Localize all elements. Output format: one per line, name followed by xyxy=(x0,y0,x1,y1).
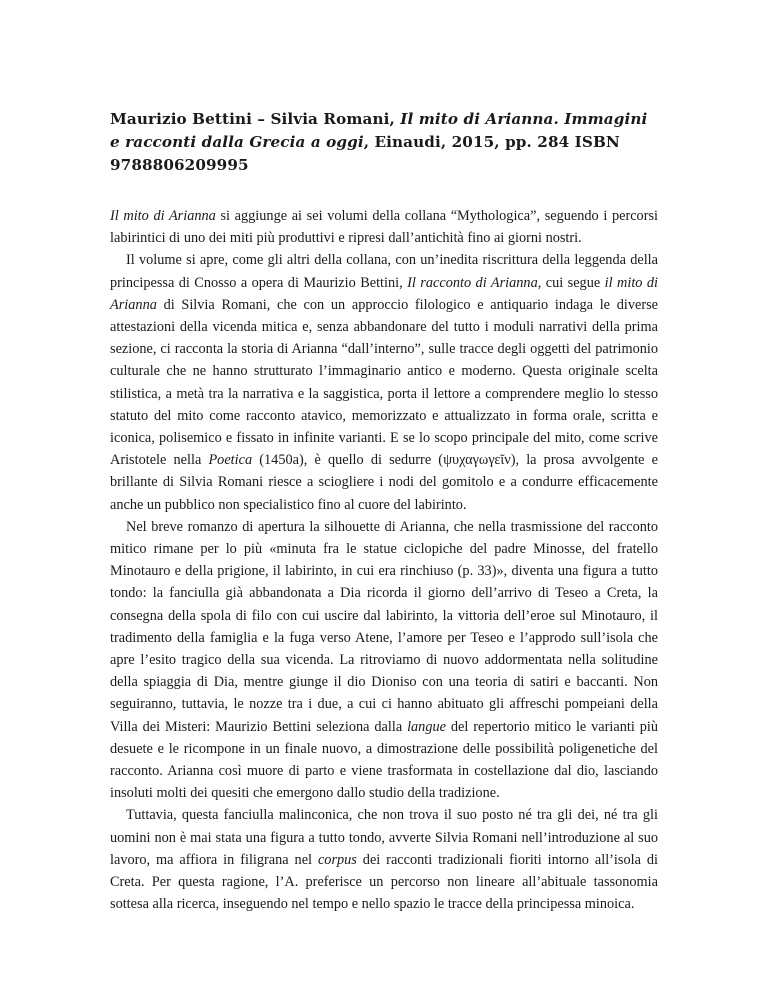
review-body xyxy=(110,205,658,916)
heading-authors: Maurizio Bettini – Silvia Romani, xyxy=(110,110,395,128)
paragraph-text: , cui segue xyxy=(537,274,605,291)
heading-publication-info: , Einaudi, 2015, pp. 284 ISBN 9788806209995 xyxy=(110,133,620,174)
paragraph-text: Nel breve romanzo di apertura la silhouette di Arianna, che nella trasmissione del racconto mitico rimane per lo più «minuta fra le statue ciclopiche del padre Minosse, del fratello Minotauro e della prigione, il labirinto, in cui era rinchiuso (p. 33)», diventa una figura a tutto tondo: la fanciulla già abbandonata a Dia ricorda il giorno dell’arrivo di Teseo a Creta, la consegna della spola di filo con cui uscire dal labirinto, la vittoria dell’eroe sul Minotauro, il tradimento della famiglia e la fuga verso Atene, l’amore per Teseo e l’approdo sull’isola che apre l’esito tragico della sua vicenda. La ritroviamo di nuovo addormentata nella solitudine della spiaggia di Dia, mentre giunge il dio Dioniso con una teoria di satiri e baccanti. Non seguiranno, tuttavia, le nozze tra i due, a cui ci hanno abituato gli affreschi pompeiani della Villa dei Misteri: Maurizio Bettini seleziona dalla xyxy=(110,518,658,735)
paragraph-3 xyxy=(110,516,658,805)
paragraph-text: di Silvia Romani, che con un approccio filologico e antiquario indaga le diverse attestazioni della vicenda mitica e, senza abbandonare del tutto i moduli narrativi della prima sezione, ci racconta la storia di Arianna “dall’interno”, sulle tracce degli oggetti del patrimonio culturale che ne hanno strutturato l’immaginario antico e moderno. Questa originale scelta stilistica, a metà tra la narrativa e la saggistica, porta il lettore a comprendere meglio lo stesso statuto del mito come racconto atavico, memorizzato e attualizzato in forma orale, scritta e iconica, polisemico e fissato in infinite varianti. E se lo scopo principale del mito, come scrive Aristotele nella xyxy=(110,296,658,469)
review-heading xyxy=(110,108,658,177)
paragraph-2 xyxy=(110,249,658,515)
title-italic: Il racconto di Arianna xyxy=(407,274,538,291)
paragraph-4 xyxy=(110,804,658,915)
paragraph-text: del repertorio mitico le varianti più desuete e le ricompone in un finale nuovo, a dimostrazione delle possibilità poligenetiche del racconto. Arianna così muore di parto e viene trasformata in costellazione dal dio, lasciando insoluti molti dei quesiti che emergono dallo studio della tradizione. xyxy=(110,718,658,802)
paragraph-text: si aggiunge ai sei volumi della collana “Mythologica”, seguendo i percorsi labirintici di uno dei miti più produttivi e ripresi dall’antichità fino ai giorni nostri. xyxy=(110,208,658,247)
book-title-italic: Il mito di Arianna xyxy=(110,208,216,224)
heading-book-title: Il mito di Arianna. Immagini e racconti dalla Grecia a oggi xyxy=(110,110,648,151)
title-italic: Poetica xyxy=(208,452,253,469)
review-page xyxy=(110,108,658,916)
term-italic: langue xyxy=(407,718,446,735)
paragraph-text: Tuttavia, questa fanciulla malinconica, che non trova il suo posto né tra gli dei, né tra gli uomini non è mai stata una figura a tutto tondo, avverte Silvia Romani nell’introduzione al suo lavoro, ma affiora in filigrana nel xyxy=(110,807,658,868)
paragraph-1 xyxy=(110,205,658,249)
title-italic: il mito di Arianna xyxy=(110,274,658,313)
paragraph-text: (1450a), è quello di sedurre (ψυχαγωγεῖν), la prosa avvolgente e brillante di Silvia Romani riesce a sciogliere i nodi del gomitolo e a condurre efficacemente anche un pubblico non specialistico fino al cuore del labirinto. xyxy=(110,452,658,513)
paragraph-text: dei racconti tradizionali fioriti intorno all’isola di Creta. Per questa ragione, l’A. preferisce un percorso non lineare all’abituale tassonomia sottesa alla ricerca, inseguendo nel tempo e nello spazio le tracce della principessa minoica. xyxy=(110,851,658,913)
paragraph-text: Il volume si apre, come gli altri della collana, con un’inedita riscrittura della leggenda della principessa di Cnosso a opera di Maurizio Bettini, xyxy=(110,252,658,291)
term-italic: corpus xyxy=(317,851,357,868)
